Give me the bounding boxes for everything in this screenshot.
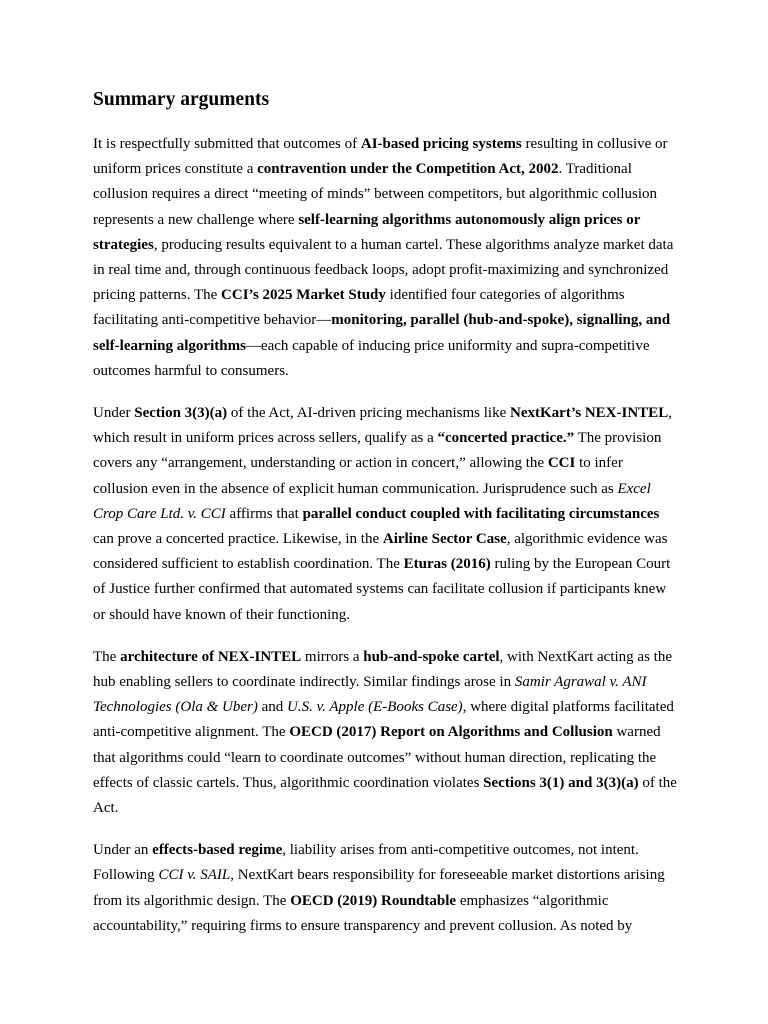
- text-run: —each capable of inducing price uniformity and supra-competitive outcomes harmful to consumers.: [93, 337, 650, 379]
- text-run: of the Act.: [93, 774, 677, 817]
- text-run: , liability arises from anti-competitive outcomes, not intent. Following: [93, 842, 639, 884]
- paragraph-3: [93, 645, 678, 821]
- text-run: The provision covers any “arrangement, understanding or action in concert,” allowing the: [93, 430, 662, 472]
- text-run: warned that algorithms could “learn to coordinate outcomes” without human direction, replicating the effects of classic cartels. Thus, algorithmic coordination violates: [93, 724, 661, 791]
- text-run: , where digital platforms facilitated anti-competitive alignment. The: [93, 699, 674, 741]
- italic-citation: Samir Agrawal v. ANI Technologies (Ola & Uber): [93, 674, 647, 716]
- bold-text: self-learning algorithms autonomously align prices or strategies: [93, 211, 641, 253]
- text-run: ruling by the European Court of Justice further confirmed that automated systems can facilitate collusion if participants knew or should have known of their functioning.: [93, 556, 671, 623]
- text-run: mirrors a: [301, 648, 364, 665]
- text-run: Under: [93, 405, 135, 422]
- bold-text: monitoring, parallel (hub-and-spoke), signalling, and self-learning algorithms: [93, 312, 671, 354]
- text-run: Under an: [93, 842, 153, 859]
- text-run: affirms that: [225, 505, 303, 522]
- bold-text: parallel conduct coupled with facilitating circumstances: [302, 505, 660, 522]
- bold-text: Report on Algorithms and Collusion: [380, 724, 613, 741]
- section-heading: Summary arguments: [93, 89, 270, 110]
- text-run: It is respectfully submitted that outcomes of: [93, 136, 361, 152]
- bold-text: CCI: [547, 455, 576, 472]
- italic-citation: CCI v. SAIL: [158, 867, 231, 884]
- bold-text: OECD (2017): [289, 724, 377, 741]
- text-run: , algorithmic evidence was considered sufficient to establish coordination. The: [93, 531, 668, 573]
- bold-text: architecture of NEX-INTEL: [120, 648, 302, 665]
- document-page: [93, 88, 678, 956]
- text-run: . Traditional collusion requires a direct “meeting of minds” between competitors, but algorithmic collusion represents a new challenge where: [93, 161, 658, 228]
- text-run: emphasizes “algorithmic accountability,” requiring firms to ensure transparency and prevent collusion. As noted by: [93, 892, 633, 934]
- bold-text: Airline Sector Case: [382, 531, 507, 548]
- bold-text: hub-and-spoke cartel: [363, 648, 500, 665]
- italic-citation: Excel Crop Care Ltd. v. CCI: [93, 480, 651, 522]
- text-run: resulting in collusive or uniform prices constitute a: [93, 136, 668, 178]
- bold-text: contravention under the Competition Act, 2002: [257, 161, 559, 178]
- text-run: of the Act, AI-driven pricing mechanisms like: [227, 405, 511, 422]
- bold-text: AI-based pricing systems: [360, 136, 522, 152]
- italic-citation: U.S. v. Apple (E-Books Case): [287, 699, 463, 716]
- paragraph-4: [93, 838, 678, 939]
- text-run: to infer collusion even in the absence of explicit human communication. Jurisprudence such as: [93, 455, 623, 497]
- bold-text: Section 3(3)(a): [134, 405, 228, 422]
- bold-text: OECD (2019) Roundtable: [290, 892, 457, 909]
- bold-text: NextKart’s NEX-INTEL: [510, 405, 669, 422]
- text-run: , with NextKart acting as the hub enabling sellers to coordinate indirectly. Similar findings arose in: [93, 648, 672, 691]
- text-run: and: [257, 699, 288, 716]
- text-run: The: [93, 648, 121, 665]
- text-run: , NextKart bears responsibility for foreseeable market distortions arising from its algorithmic design. The: [93, 867, 665, 909]
- text-run: can prove a concerted practice. Likewise, in the: [93, 531, 383, 548]
- bold-text: Sections 3(1) and 3(3)(a): [483, 774, 639, 791]
- paragraph-2: [93, 401, 678, 628]
- text-run: , producing results equivalent to a human cartel. These algorithms analyze market data in real time and, through continuous feedback loops, adopt profit-maximizing and synchronized pricing patterns. The: [93, 236, 674, 304]
- bold-text: Eturas (2016): [403, 556, 491, 573]
- paragraph-1: [93, 132, 678, 384]
- bold-text: effects-based regime: [152, 842, 283, 859]
- text-run: identified four categories of algorithms facilitating anti-competitive behavior—: [93, 287, 625, 329]
- bold-text: CCI’s 2025 Market Study: [221, 287, 386, 304]
- bold-text: “concerted practice.”: [437, 430, 575, 447]
- text-run: , which result in uniform prices across sellers, qualify as a: [93, 405, 672, 447]
- document-body: [93, 132, 678, 939]
